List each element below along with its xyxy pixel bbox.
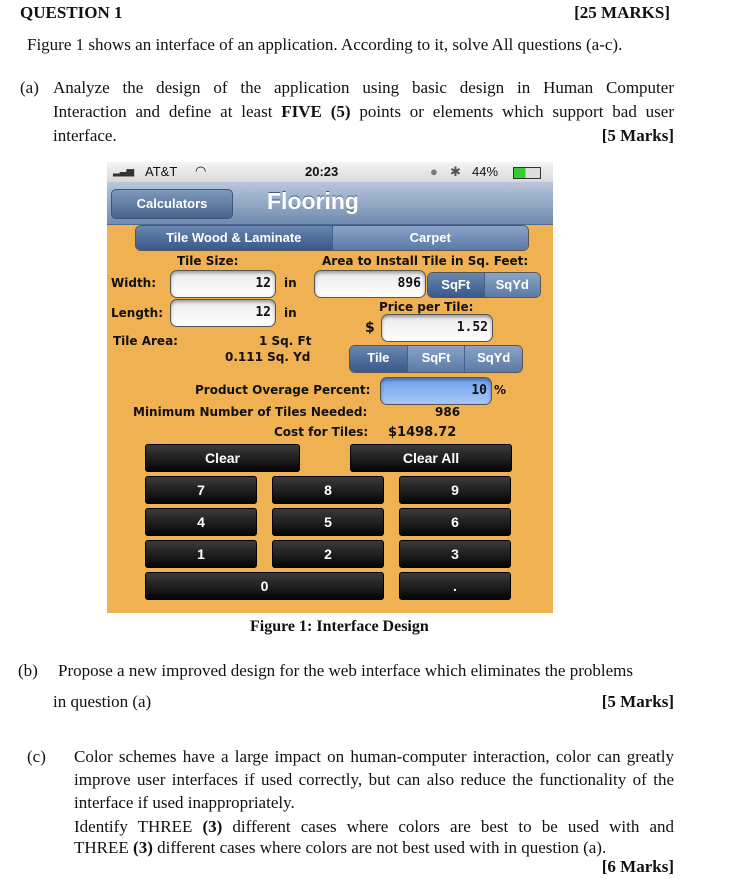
carrier-name: AT&T — [145, 164, 178, 179]
keypad-8-button[interactable]: 8 — [272, 476, 384, 504]
width-input[interactable]: 12 — [170, 270, 276, 298]
cost-label: Cost for Tiles: — [274, 425, 369, 439]
tile-area-sqyd: 0.111 Sq. Yd — [225, 350, 311, 364]
part-c-line4: Identify THREE (3) different cases where colors are best to be used with and — [74, 817, 674, 836]
tab-tile-wood-laminate[interactable]: Tile Wood & Laminate — [136, 226, 333, 250]
part-c-line5: THREE (3) different cases where colors are not best used with in question (a). — [74, 838, 607, 857]
part-c-label: (c) — [27, 747, 46, 766]
keypad-3-button[interactable]: 3 — [399, 540, 511, 568]
keypad-1-button[interactable]: 1 — [145, 540, 257, 568]
battery-icon — [513, 167, 541, 179]
area-input[interactable]: 896 — [314, 270, 426, 298]
part-c-line1: Color schemes have a large impact on human-computer interaction, color can greatly — [74, 747, 674, 766]
area-unit-sqft[interactable]: SqFt — [428, 273, 485, 297]
question-marks: [25 MARKS] — [574, 3, 670, 22]
overage-label: Product Overage Percent: — [195, 383, 371, 397]
price-unit-tile[interactable]: Tile — [350, 346, 408, 372]
battery-percent: 44% — [472, 164, 499, 179]
part-a-marks: [5 Marks] — [601, 126, 674, 145]
cost-value: $1498.72 — [388, 425, 457, 440]
part-b-marks: [5 Marks] — [601, 692, 674, 711]
wifi-icon: ◠ — [195, 163, 207, 178]
min-tiles-label: Minimum Number of Tiles Needed: — [133, 405, 368, 419]
material-segmented-control[interactable] — [135, 225, 529, 251]
navigation-bar — [107, 182, 553, 225]
keypad-decimal-button[interactable]: . — [399, 572, 511, 600]
status-bar — [107, 162, 553, 182]
keypad-5-button[interactable]: 5 — [272, 508, 384, 536]
price-input[interactable]: 1.52 — [381, 314, 493, 342]
keypad-4-button[interactable]: 4 — [145, 508, 257, 536]
part-c-marks: [6 Marks] — [601, 857, 674, 876]
clear-button[interactable]: Clear — [145, 444, 300, 472]
area-unit-sqyd[interactable]: SqYd — [485, 273, 541, 297]
min-tiles-value: 986 — [435, 405, 461, 419]
tile-area-label: Tile Area: — [113, 334, 178, 348]
width-unit: in — [284, 276, 297, 290]
lock-rotation-icon: ● — [430, 164, 438, 179]
price-unit-sqft[interactable]: SqFt — [408, 346, 466, 372]
part-c-line2: improve user interfaces if used correctly, but can also reduce the functionality of the — [74, 770, 674, 789]
length-unit: in — [284, 306, 297, 320]
tab-carpet[interactable]: Carpet — [333, 226, 529, 250]
keypad-6-button[interactable]: 6 — [399, 508, 511, 536]
part-b-label: (b) — [18, 661, 38, 680]
question-title: QUESTION 1 — [20, 3, 123, 22]
part-a-line1: Analyze the design of the application using basic design in Human Computer — [53, 78, 674, 97]
keypad-2-button[interactable]: 2 — [272, 540, 384, 568]
length-input[interactable]: 12 — [170, 299, 276, 327]
part-a-line3: interface. — [53, 126, 117, 145]
keypad-7-button[interactable]: 7 — [145, 476, 257, 504]
calculators-back-button[interactable]: Calculators — [111, 189, 233, 219]
price-unit-segmented-control[interactable] — [349, 345, 523, 373]
overage-input[interactable]: 10 — [380, 377, 492, 405]
app-screenshot-figure — [107, 162, 553, 613]
price-unit-sqyd[interactable]: SqYd — [465, 346, 522, 372]
figure-caption: Figure 1: Interface Design — [250, 618, 429, 635]
bluetooth-icon: ✱ — [450, 164, 461, 179]
part-a-label: (a) — [20, 78, 39, 97]
length-label: Length: — [111, 306, 163, 320]
price-label: Price per Tile: — [379, 300, 474, 314]
clear-all-button[interactable]: Clear All — [350, 444, 512, 472]
intro-text: Figure 1 shows an interface of an application. According to it, solve All questions (a-c). — [27, 35, 623, 54]
tile-size-label: Tile Size: — [177, 254, 239, 268]
page-title: Flooring — [267, 188, 359, 214]
keypad-9-button[interactable]: 9 — [399, 476, 511, 504]
part-b-line1: Propose a new improved design for the web interface which eliminates the problems — [58, 661, 633, 680]
signal-icon: ▂▃▅ — [113, 166, 134, 177]
currency-symbol: $ — [365, 320, 375, 336]
tile-area-sqft: 1 Sq. Ft — [259, 334, 312, 348]
width-label: Width: — [111, 276, 157, 290]
keypad-0-button[interactable]: 0 — [145, 572, 384, 600]
overage-unit: % — [494, 383, 507, 397]
area-label: Area to Install Tile in Sq. Feet: — [322, 254, 529, 268]
status-time: 20:23 — [305, 164, 339, 179]
part-a-line2: Interaction and define at least FIVE (5) points or elements which support bad user — [53, 102, 674, 121]
part-b-line2: in question (a) — [53, 692, 152, 711]
area-unit-segmented-control[interactable] — [427, 272, 541, 298]
part-c-line3: interface if used inappropriately. — [74, 793, 295, 812]
